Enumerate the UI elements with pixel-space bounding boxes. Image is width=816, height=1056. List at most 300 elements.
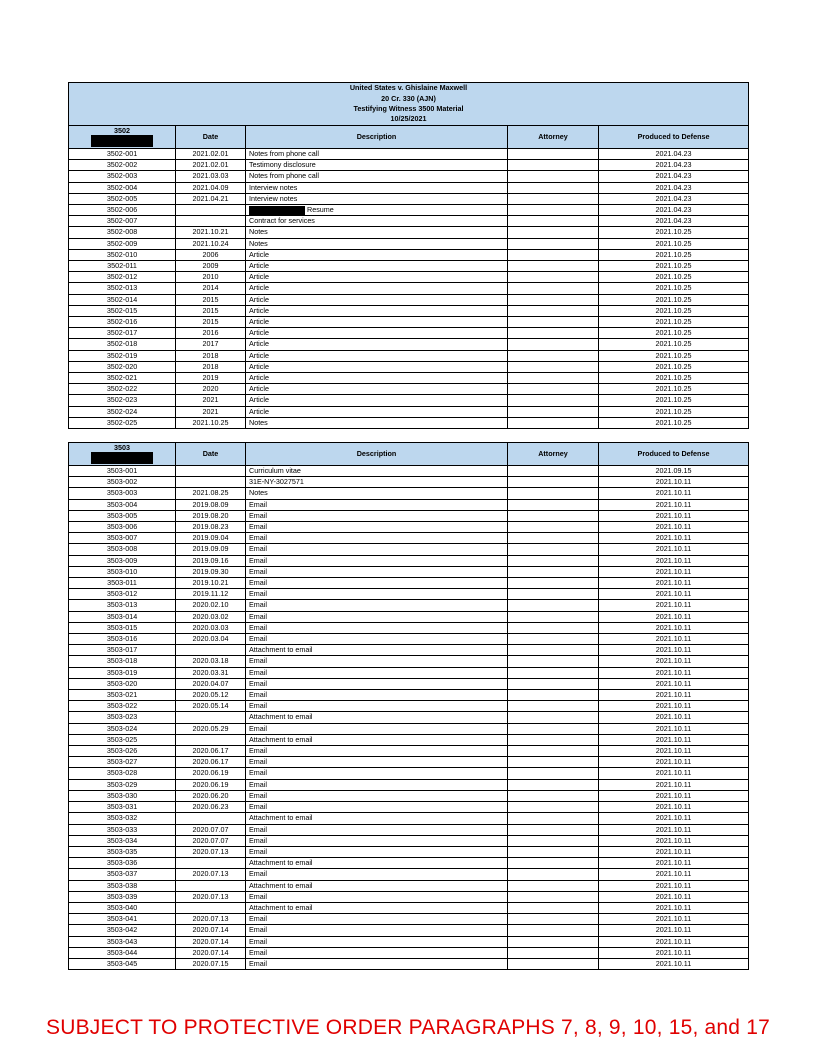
description-cell: Attachment to email (246, 813, 508, 824)
description-cell: Email (246, 779, 508, 790)
produced-cell: 2021.10.11 (599, 578, 749, 589)
table-row (69, 813, 749, 824)
description-cell: Email (246, 611, 508, 622)
attorney-cell (508, 824, 599, 835)
doc-id-cell: 3503-039 (69, 891, 176, 902)
table-row (69, 216, 749, 227)
produced-cell: 2021.10.11 (599, 522, 749, 533)
section-id: 3502 (114, 126, 130, 135)
doc-id-cell: 3503-026 (69, 746, 176, 757)
produced-cell: 2021.10.11 (599, 925, 749, 936)
date-cell: 2015 (176, 294, 246, 305)
doc-id-cell: 3502-019 (69, 350, 176, 361)
date-cell: 2020.07.13 (176, 846, 246, 857)
date-cell: 2019.09.30 (176, 566, 246, 577)
table-row (69, 690, 749, 701)
table-row (69, 466, 749, 477)
table-row (69, 171, 749, 182)
date-cell: 2019.09.09 (176, 544, 246, 555)
produced-cell: 2021.09.15 (599, 466, 749, 477)
table-row (69, 667, 749, 678)
attorney-cell (508, 384, 599, 395)
doc-id-cell: 3503-020 (69, 678, 176, 689)
attorney-cell (508, 283, 599, 294)
date-header: Date (176, 443, 246, 466)
description-cell: Article (246, 249, 508, 260)
produced-cell: 2021.04.23 (599, 149, 749, 160)
date-cell (176, 216, 246, 227)
attorney-cell (508, 510, 599, 521)
produced-cell: 2021.10.11 (599, 734, 749, 745)
attorney-cell (508, 566, 599, 577)
doc-id-cell: 3503-036 (69, 858, 176, 869)
attorney-cell (508, 880, 599, 891)
attorney-cell (508, 869, 599, 880)
table-row (69, 384, 749, 395)
table-row (69, 488, 749, 499)
doc-id-cell: 3503-037 (69, 869, 176, 880)
doc-id-cell: 3502-011 (69, 261, 176, 272)
table-row (69, 656, 749, 667)
produced-cell: 2021.10.25 (599, 395, 749, 406)
attorney-cell (508, 477, 599, 488)
table-row (69, 522, 749, 533)
date-cell: 2020.02.10 (176, 600, 246, 611)
table-row (69, 182, 749, 193)
attorney-cell (508, 622, 599, 633)
produced-cell: 2021.10.11 (599, 634, 749, 645)
description-cell: Article (246, 384, 508, 395)
produced-cell: 2021.10.11 (599, 510, 749, 521)
produced-cell: 2021.10.25 (599, 373, 749, 384)
table-row (69, 510, 749, 521)
attorney-cell (508, 544, 599, 555)
attorney-cell (508, 555, 599, 566)
date-cell: 2020.03.04 (176, 634, 246, 645)
attorney-cell (508, 261, 599, 272)
date-cell: 2020.06.20 (176, 790, 246, 801)
attorney-cell (508, 768, 599, 779)
produced-cell: 2021.10.11 (599, 757, 749, 768)
redaction-block (249, 206, 305, 215)
produced-cell: 2021.10.11 (599, 723, 749, 734)
attorney-cell (508, 936, 599, 947)
produced-cell: 2021.10.25 (599, 350, 749, 361)
description-cell: Article (246, 350, 508, 361)
doc-id-cell: 3503-005 (69, 510, 176, 521)
description-cell: Curriculum vitae (246, 466, 508, 477)
attorney-cell (508, 317, 599, 328)
description-cell: Email (246, 578, 508, 589)
attorney-cell (508, 611, 599, 622)
produced-cell: 2021.10.11 (599, 667, 749, 678)
table-row (69, 283, 749, 294)
produced-cell: 2021.10.11 (599, 566, 749, 577)
doc-id-cell: 3502-023 (69, 395, 176, 406)
produced-cell: 2021.10.11 (599, 499, 749, 510)
description-cell: Email (246, 589, 508, 600)
produced-cell: 2021.10.25 (599, 317, 749, 328)
attorney-cell (508, 947, 599, 958)
doc-id-cell: 3502-003 (69, 171, 176, 182)
attorney-cell (508, 667, 599, 678)
produced-cell: 2021.10.11 (599, 858, 749, 869)
date-cell: 2020.07.13 (176, 914, 246, 925)
attorney-cell (508, 406, 599, 417)
table-row (69, 373, 749, 384)
table-row (69, 723, 749, 734)
date-cell: 2019.09.04 (176, 533, 246, 544)
attorney-cell (508, 835, 599, 846)
produced-cell: 2021.10.11 (599, 936, 749, 947)
attorney-cell (508, 533, 599, 544)
doc-id-cell: 3502-015 (69, 305, 176, 316)
table-row (69, 578, 749, 589)
description-cell: Email (246, 555, 508, 566)
date-cell: 2020.07.14 (176, 925, 246, 936)
date-cell: 2015 (176, 305, 246, 316)
description-cell: Email (246, 757, 508, 768)
attorney-cell (508, 339, 599, 350)
produced-cell: 2021.04.23 (599, 205, 749, 216)
section-id-header (69, 443, 176, 466)
doc-id-cell: 3503-038 (69, 880, 176, 891)
doc-id-cell: 3503-014 (69, 611, 176, 622)
description-cell: Contract for services (246, 216, 508, 227)
description-cell: Article (246, 272, 508, 283)
produced-cell: 2021.10.25 (599, 361, 749, 372)
produced-cell: 2021.10.11 (599, 555, 749, 566)
description-cell: Email (246, 746, 508, 757)
date-cell: 2021.10.24 (176, 238, 246, 249)
date-cell: 2019.11.12 (176, 589, 246, 600)
doc-id-cell: 3502-020 (69, 361, 176, 372)
doc-id-cell: 3502-009 (69, 238, 176, 249)
table-row (69, 768, 749, 779)
produced-cell: 2021.10.11 (599, 645, 749, 656)
table-row (69, 746, 749, 757)
table-row (69, 914, 749, 925)
description-cell: Article (246, 261, 508, 272)
produced-cell: 2021.10.11 (599, 869, 749, 880)
date-cell: 2020.05.12 (176, 690, 246, 701)
doc-id-cell: 3503-029 (69, 779, 176, 790)
description-cell: Notes (246, 488, 508, 499)
table-row (69, 678, 749, 689)
section-3503-table (68, 442, 749, 970)
attorney-cell (508, 488, 599, 499)
protective-order-footer: SUBJECT TO PROTECTIVE ORDER PARAGRAPHS 7, 8, 9, 10, 15, and 17 (46, 1016, 770, 1039)
description-cell: Article (246, 406, 508, 417)
doc-id-cell: 3503-022 (69, 701, 176, 712)
table-row (69, 361, 749, 372)
table-row (69, 249, 749, 260)
produced-cell: 2021.10.25 (599, 283, 749, 294)
description-text: Resume (307, 205, 334, 215)
description-cell: Article (246, 339, 508, 350)
produced-cell: 2021.10.25 (599, 294, 749, 305)
doc-id-cell: 3503-041 (69, 914, 176, 925)
table-row (69, 339, 749, 350)
table-row (69, 566, 749, 577)
date-cell: 2010 (176, 272, 246, 283)
description-cell: Email (246, 723, 508, 734)
table-row (69, 193, 749, 204)
date-cell: 2020.07.14 (176, 936, 246, 947)
produced-cell: 2021.04.23 (599, 216, 749, 227)
doc-id-cell: 3503-018 (69, 656, 176, 667)
doc-id-cell: 3503-035 (69, 846, 176, 857)
attorney-cell (508, 734, 599, 745)
description-cell: Article (246, 294, 508, 305)
table-row (69, 499, 749, 510)
attorney-cell (508, 701, 599, 712)
produced-header: Produced to Defense (599, 126, 749, 149)
doc-id-cell: 3503-008 (69, 544, 176, 555)
doc-id-cell: 3502-024 (69, 406, 176, 417)
date-cell: 2021.10.25 (176, 417, 246, 428)
date-cell: 2021.02.01 (176, 160, 246, 171)
doc-id-cell: 3502-016 (69, 317, 176, 328)
produced-cell: 2021.10.25 (599, 305, 749, 316)
table-row (69, 701, 749, 712)
attorney-cell (508, 466, 599, 477)
produced-cell: 2021.10.11 (599, 802, 749, 813)
table-row (69, 600, 749, 611)
section-3502-table (68, 82, 749, 429)
attorney-cell (508, 858, 599, 869)
attorney-cell (508, 902, 599, 913)
table-row (69, 869, 749, 880)
date-cell: 2021.03.03 (176, 171, 246, 182)
date-cell: 2020.06.23 (176, 802, 246, 813)
doc-id-cell: 3503-002 (69, 477, 176, 488)
produced-cell: 2021.10.11 (599, 477, 749, 488)
date-cell: 2020 (176, 384, 246, 395)
description-cell (246, 205, 508, 216)
attorney-cell (508, 149, 599, 160)
date-cell: 2021.04.21 (176, 193, 246, 204)
table-row (69, 925, 749, 936)
produced-cell: 2021.10.11 (599, 768, 749, 779)
date-cell: 2006 (176, 249, 246, 260)
case-number-line: 20 Cr. 330 (AJN) (381, 93, 436, 103)
attorney-cell (508, 395, 599, 406)
produced-cell: 2021.04.23 (599, 193, 749, 204)
date-cell: 2020.07.14 (176, 947, 246, 958)
description-cell: Email (246, 824, 508, 835)
date-cell: 2009 (176, 261, 246, 272)
redaction-block (91, 452, 153, 464)
description-header: Description (246, 126, 508, 149)
description-cell: Article (246, 283, 508, 294)
attorney-cell (508, 193, 599, 204)
table-row (69, 317, 749, 328)
date-cell: 2018 (176, 361, 246, 372)
description-cell: Attachment to email (246, 712, 508, 723)
produced-cell: 2021.10.11 (599, 958, 749, 969)
description-cell: Notes (246, 238, 508, 249)
table-row (69, 936, 749, 947)
table-row (69, 645, 749, 656)
table-row (69, 790, 749, 801)
date-cell: 2021.02.01 (176, 149, 246, 160)
table-row (69, 734, 749, 745)
section-id: 3503 (114, 443, 130, 452)
doc-id-cell: 3502-004 (69, 182, 176, 193)
table-row (69, 611, 749, 622)
attorney-cell (508, 678, 599, 689)
description-cell: Attachment to email (246, 858, 508, 869)
description-cell: Email (246, 701, 508, 712)
attorney-cell (508, 171, 599, 182)
description-cell: Email (246, 544, 508, 555)
doc-id-cell: 3503-042 (69, 925, 176, 936)
description-cell: Attachment to email (246, 880, 508, 891)
date-header: Date (176, 126, 246, 149)
table-row (69, 272, 749, 283)
doc-id-cell: 3502-002 (69, 160, 176, 171)
description-cell: Email (246, 622, 508, 633)
doc-id-cell: 3503-045 (69, 958, 176, 969)
table-row (69, 328, 749, 339)
description-cell: Email (246, 656, 508, 667)
attorney-cell (508, 723, 599, 734)
produced-cell: 2021.10.11 (599, 622, 749, 633)
doc-id-cell: 3503-009 (69, 555, 176, 566)
date-cell: 2020.07.15 (176, 958, 246, 969)
date-cell: 2020.04.07 (176, 678, 246, 689)
table-row (69, 858, 749, 869)
attorney-cell (508, 160, 599, 171)
attorney-cell (508, 373, 599, 384)
attorney-cell (508, 925, 599, 936)
attorney-cell (508, 656, 599, 667)
description-cell: Email (246, 790, 508, 801)
table-row (69, 712, 749, 723)
doc-id-cell: 3503-025 (69, 734, 176, 745)
description-cell: Article (246, 328, 508, 339)
attorney-cell (508, 891, 599, 902)
produced-cell: 2021.04.23 (599, 182, 749, 193)
header-row (69, 126, 749, 149)
table-row (69, 891, 749, 902)
table-row (69, 350, 749, 361)
produced-cell: 2021.10.11 (599, 891, 749, 902)
attorney-cell (508, 958, 599, 969)
date-cell: 2020.06.19 (176, 779, 246, 790)
produced-cell: 2021.04.23 (599, 171, 749, 182)
doc-id-cell: 3502-025 (69, 417, 176, 428)
date-cell: 2021 (176, 406, 246, 417)
doc-id-cell: 3503-012 (69, 589, 176, 600)
title-cell (69, 83, 749, 126)
doc-id-cell: 3502-010 (69, 249, 176, 260)
date-cell: 2019.08.09 (176, 499, 246, 510)
attorney-cell (508, 690, 599, 701)
description-cell: Email (246, 835, 508, 846)
date-cell: 2020.06.19 (176, 768, 246, 779)
description-cell: Email (246, 936, 508, 947)
doc-id-cell: 3503-013 (69, 600, 176, 611)
produced-cell: 2021.10.11 (599, 678, 749, 689)
section-id-header (69, 126, 176, 149)
produced-cell: 2021.10.11 (599, 902, 749, 913)
date-cell: 2021.04.09 (176, 182, 246, 193)
description-cell: Email (246, 566, 508, 577)
description-cell: Email (246, 690, 508, 701)
attorney-cell (508, 712, 599, 723)
produced-cell: 2021.10.11 (599, 846, 749, 857)
redaction-block (91, 135, 153, 147)
date-cell (176, 858, 246, 869)
date-cell: 2021.10.21 (176, 227, 246, 238)
doc-id-cell: 3503-024 (69, 723, 176, 734)
attorney-cell (508, 578, 599, 589)
table-row (69, 589, 749, 600)
description-cell: Email (246, 510, 508, 521)
produced-cell: 2021.10.25 (599, 261, 749, 272)
produced-cell: 2021.10.11 (599, 600, 749, 611)
doc-id-cell: 3502-014 (69, 294, 176, 305)
attorney-cell (508, 328, 599, 339)
description-cell: Email (246, 522, 508, 533)
produced-cell: 2021.10.11 (599, 589, 749, 600)
date-cell: 2020.03.03 (176, 622, 246, 633)
doc-id-cell: 3503-044 (69, 947, 176, 958)
date-cell (176, 734, 246, 745)
produced-cell: 2021.10.11 (599, 880, 749, 891)
produced-cell: 2021.10.25 (599, 227, 749, 238)
date-cell: 2020.06.17 (176, 757, 246, 768)
description-cell: Email (246, 678, 508, 689)
table-row (69, 947, 749, 958)
produced-cell: 2021.10.25 (599, 238, 749, 249)
date-cell: 2021 (176, 395, 246, 406)
date-cell: 2020.05.14 (176, 701, 246, 712)
description-cell: Email (246, 768, 508, 779)
produced-cell: 2021.10.25 (599, 249, 749, 260)
table-row (69, 880, 749, 891)
doc-id-cell: 3502-018 (69, 339, 176, 350)
section-3502-body (69, 149, 749, 429)
description-cell: Email (246, 499, 508, 510)
description-cell: Article (246, 317, 508, 328)
date-cell: 2014 (176, 283, 246, 294)
produced-header: Produced to Defense (599, 443, 749, 466)
table-row (69, 533, 749, 544)
attorney-cell (508, 746, 599, 757)
date-cell: 2020.05.29 (176, 723, 246, 734)
produced-cell: 2021.10.25 (599, 328, 749, 339)
date-cell (176, 712, 246, 723)
produced-cell: 2021.10.25 (599, 406, 749, 417)
description-cell: Email (246, 667, 508, 678)
doc-id-cell: 3502-001 (69, 149, 176, 160)
date-cell (176, 466, 246, 477)
description-cell: Email (246, 533, 508, 544)
table-row (69, 902, 749, 913)
description-cell: Notes (246, 417, 508, 428)
doc-id-cell: 3503-006 (69, 522, 176, 533)
table-row (69, 406, 749, 417)
produced-cell: 2021.10.25 (599, 272, 749, 283)
date-cell (176, 902, 246, 913)
doc-id-cell: 3502-008 (69, 227, 176, 238)
date-cell: 2020.07.07 (176, 835, 246, 846)
produced-cell: 2021.10.25 (599, 417, 749, 428)
section-3503-body (69, 466, 749, 970)
